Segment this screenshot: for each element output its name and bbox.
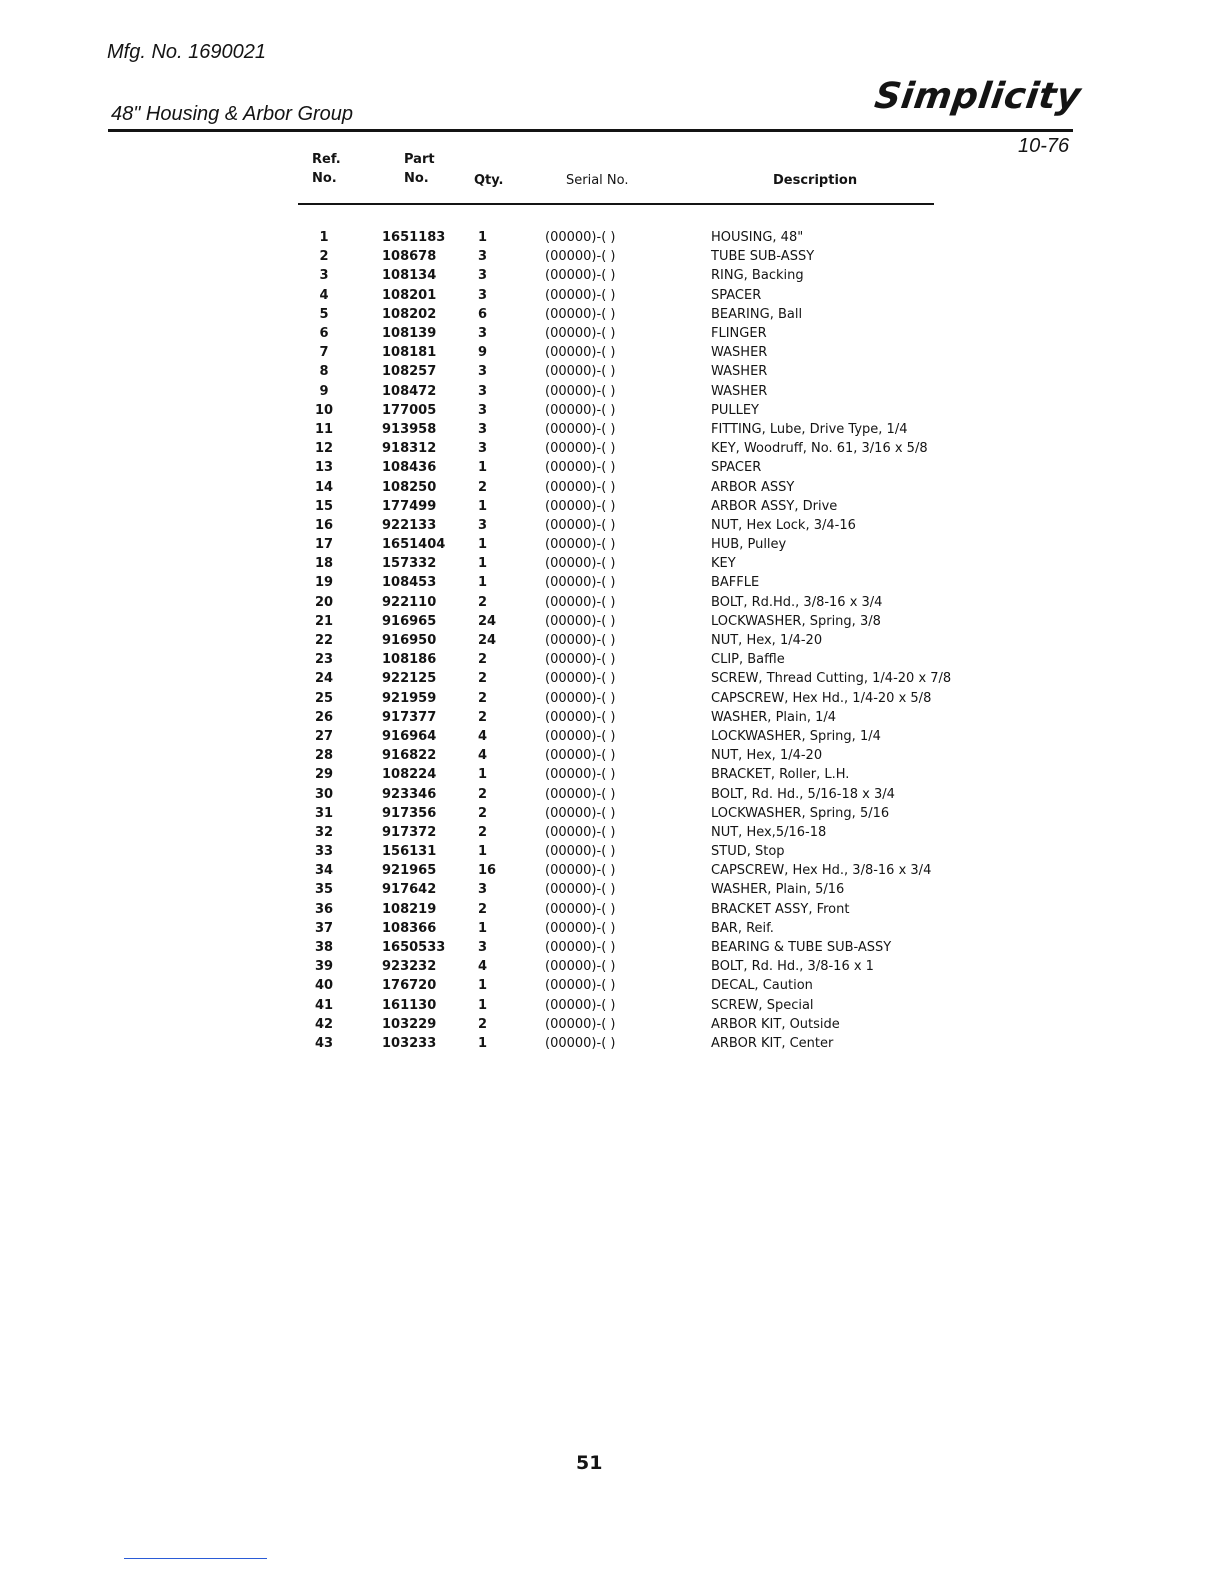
column-header-rule bbox=[298, 203, 934, 205]
table-row bbox=[298, 573, 951, 592]
quantity-cell: 3 bbox=[478, 287, 488, 303]
part-number-cell: 108472 bbox=[382, 383, 437, 399]
serial-cell: (00000)-( ) bbox=[545, 882, 616, 898]
serial-cell: (00000)-( ) bbox=[545, 1035, 616, 1051]
part-number-cell: 1650533 bbox=[382, 940, 446, 956]
part-number-cell: 916950 bbox=[382, 633, 437, 649]
description-cell: WASHER bbox=[711, 364, 768, 380]
description-cell: CAPSCREW, Hex Hd., 3/8-16 x 3/4 bbox=[711, 863, 932, 879]
description-cell: BOLT, Rd. Hd., 3/8-16 x 1 bbox=[711, 959, 874, 975]
quantity-cell: 2 bbox=[478, 479, 488, 495]
ref-cell: 41 bbox=[314, 997, 334, 1013]
ref-cell: 40 bbox=[314, 978, 334, 994]
quantity-cell: 4 bbox=[478, 728, 488, 744]
part-number-cell: 108257 bbox=[382, 364, 437, 380]
quantity-cell: 1 bbox=[478, 230, 488, 246]
col-header-part bbox=[404, 150, 435, 188]
description-cell: KEY bbox=[711, 556, 736, 572]
description-cell: CLIP, Baffle bbox=[711, 652, 785, 668]
section-title: 48" Housing & Arbor Group bbox=[111, 103, 354, 125]
part-number-cell: 108139 bbox=[382, 326, 437, 342]
part-number-cell: 161130 bbox=[382, 997, 437, 1013]
quantity-cell: 16 bbox=[478, 863, 497, 879]
serial-cell: (00000)-( ) bbox=[545, 613, 616, 629]
serial-cell: (00000)-( ) bbox=[545, 364, 616, 380]
serial-cell: (00000)-( ) bbox=[545, 383, 616, 399]
description-cell: NUT, Hex,5/16-18 bbox=[711, 824, 827, 840]
description-cell: WASHER, Plain, 1/4 bbox=[711, 709, 837, 725]
serial-cell: (00000)-( ) bbox=[545, 959, 616, 975]
serial-cell: (00000)-( ) bbox=[545, 863, 616, 879]
table-row bbox=[298, 823, 951, 842]
ref-cell: 20 bbox=[314, 594, 334, 610]
description-cell: ARBOR KIT, Center bbox=[711, 1035, 834, 1051]
table-row bbox=[298, 324, 951, 343]
part-number-cell: 108436 bbox=[382, 460, 437, 476]
table-row bbox=[298, 305, 951, 324]
quantity-cell: 24 bbox=[478, 633, 497, 649]
table-row bbox=[298, 938, 951, 957]
ref-cell: 19 bbox=[314, 575, 334, 591]
parts-table bbox=[298, 228, 951, 1053]
ref-cell: 2 bbox=[319, 249, 329, 265]
quantity-cell: 2 bbox=[478, 709, 488, 725]
table-row bbox=[298, 458, 951, 477]
page-number: 51 bbox=[576, 1452, 603, 1474]
ref-cell: 23 bbox=[314, 652, 334, 668]
ref-cell: 34 bbox=[314, 863, 334, 879]
table-row bbox=[298, 343, 951, 362]
footer-rule bbox=[124, 1558, 267, 1559]
table-row bbox=[298, 880, 951, 899]
part-number-cell: 108181 bbox=[382, 345, 437, 361]
quantity-cell: 2 bbox=[478, 594, 488, 610]
part-number-cell: 918312 bbox=[382, 441, 437, 457]
quantity-cell: 6 bbox=[478, 306, 488, 322]
serial-cell: (00000)-( ) bbox=[545, 844, 616, 860]
description-cell: BRACKET, Roller, L.H. bbox=[711, 767, 850, 783]
col-header-description: Description bbox=[773, 173, 858, 188]
ref-cell: 39 bbox=[314, 959, 334, 975]
part-number-cell: 108224 bbox=[382, 767, 437, 783]
table-row bbox=[298, 861, 951, 880]
revision-date: 10-76 bbox=[1018, 135, 1070, 157]
description-cell: RING, Backing bbox=[711, 268, 804, 284]
description-cell: DECAL, Caution bbox=[711, 978, 813, 994]
table-row bbox=[298, 669, 951, 688]
part-number-cell: 108186 bbox=[382, 652, 437, 668]
serial-cell: (00000)-( ) bbox=[545, 652, 616, 668]
quantity-cell: 1 bbox=[478, 997, 488, 1013]
quantity-cell: 3 bbox=[478, 402, 488, 418]
quantity-cell: 3 bbox=[478, 421, 488, 437]
description-cell: WASHER, Plain, 5/16 bbox=[711, 882, 845, 898]
ref-cell: 9 bbox=[319, 383, 329, 399]
description-cell: NUT, Hex, 1/4-20 bbox=[711, 748, 823, 764]
description-cell: BRACKET ASSY, Front bbox=[711, 901, 850, 917]
description-cell: LOCKWASHER, Spring, 1/4 bbox=[711, 728, 881, 744]
table-row bbox=[298, 804, 951, 823]
ref-cell: 11 bbox=[314, 421, 334, 437]
quantity-cell: 3 bbox=[478, 249, 488, 265]
description-cell: PULLEY bbox=[711, 402, 759, 418]
quantity-cell: 2 bbox=[478, 1016, 488, 1032]
quantity-cell: 2 bbox=[478, 901, 488, 917]
description-cell: SPACER bbox=[711, 287, 762, 303]
description-cell: SCREW, Special bbox=[711, 997, 814, 1013]
part-number-cell: 177005 bbox=[382, 402, 437, 418]
ref-cell: 29 bbox=[314, 767, 334, 783]
part-number-cell: 108366 bbox=[382, 920, 437, 936]
description-cell: NUT, Hex Lock, 3/4-16 bbox=[711, 517, 856, 533]
quantity-cell: 1 bbox=[478, 767, 488, 783]
col-header-qty: Qty. bbox=[474, 173, 504, 188]
serial-cell: (00000)-( ) bbox=[545, 940, 616, 956]
ref-cell: 15 bbox=[314, 498, 334, 514]
description-cell: HUB, Pulley bbox=[711, 537, 787, 553]
table-row bbox=[298, 689, 951, 708]
quantity-cell: 3 bbox=[478, 268, 488, 284]
table-row bbox=[298, 401, 951, 420]
part-number-cell: 917356 bbox=[382, 805, 437, 821]
serial-cell: (00000)-( ) bbox=[545, 556, 616, 572]
ref-cell: 12 bbox=[314, 441, 334, 457]
description-cell: FLINGER bbox=[711, 326, 767, 342]
serial-cell: (00000)-( ) bbox=[545, 268, 616, 284]
quantity-cell: 1 bbox=[478, 460, 488, 476]
table-row bbox=[298, 631, 951, 650]
quantity-cell: 3 bbox=[478, 940, 488, 956]
ref-cell: 4 bbox=[319, 287, 329, 303]
description-cell: HOUSING, 48" bbox=[711, 230, 804, 246]
table-row bbox=[298, 976, 951, 995]
ref-cell: 25 bbox=[314, 690, 334, 706]
serial-cell: (00000)-( ) bbox=[545, 441, 616, 457]
table-row bbox=[298, 727, 951, 746]
description-cell: CAPSCREW, Hex Hd., 1/4-20 x 5/8 bbox=[711, 690, 932, 706]
quantity-cell: 4 bbox=[478, 959, 488, 975]
serial-cell: (00000)-( ) bbox=[545, 997, 616, 1013]
serial-cell: (00000)-( ) bbox=[545, 460, 616, 476]
quantity-cell: 2 bbox=[478, 690, 488, 706]
table-row bbox=[298, 516, 951, 535]
serial-cell: (00000)-( ) bbox=[545, 824, 616, 840]
quantity-cell: 1 bbox=[478, 575, 488, 591]
part-number-cell: 922125 bbox=[382, 671, 437, 687]
col-header-part-line1: Part bbox=[404, 152, 435, 167]
serial-cell: (00000)-( ) bbox=[545, 517, 616, 533]
serial-cell: (00000)-( ) bbox=[545, 249, 616, 265]
table-row bbox=[298, 784, 951, 803]
ref-cell: 16 bbox=[314, 517, 334, 533]
quantity-cell: 24 bbox=[478, 613, 497, 629]
description-cell: WASHER bbox=[711, 345, 768, 361]
table-row bbox=[298, 228, 951, 247]
part-number-cell: 108134 bbox=[382, 268, 437, 284]
part-number-cell: 108202 bbox=[382, 306, 437, 322]
part-number-cell: 176720 bbox=[382, 978, 437, 994]
ref-cell: 1 bbox=[319, 230, 329, 246]
table-row bbox=[298, 593, 951, 612]
table-row bbox=[298, 612, 951, 631]
description-cell: KEY, Woodruff, No. 61, 3/16 x 5/8 bbox=[711, 441, 928, 457]
part-number-cell: 917372 bbox=[382, 824, 437, 840]
description-cell: LOCKWASHER, Spring, 3/8 bbox=[711, 613, 881, 629]
col-header-ref bbox=[312, 150, 341, 188]
part-number-cell: 1651404 bbox=[382, 537, 446, 553]
ref-cell: 3 bbox=[319, 268, 329, 284]
quantity-cell: 1 bbox=[478, 498, 488, 514]
serial-cell: (00000)-( ) bbox=[545, 287, 616, 303]
table-row bbox=[298, 382, 951, 401]
table-row bbox=[298, 420, 951, 439]
part-number-cell: 157332 bbox=[382, 556, 437, 572]
description-cell: BOLT, Rd. Hd., 5/16-18 x 3/4 bbox=[711, 786, 895, 802]
serial-cell: (00000)-( ) bbox=[545, 920, 616, 936]
quantity-cell: 3 bbox=[478, 441, 488, 457]
table-row bbox=[298, 1034, 951, 1053]
part-number-cell: 916822 bbox=[382, 748, 437, 764]
serial-cell: (00000)-( ) bbox=[545, 767, 616, 783]
serial-cell: (00000)-( ) bbox=[545, 421, 616, 437]
table-row bbox=[298, 286, 951, 305]
ref-cell: 18 bbox=[314, 556, 334, 572]
quantity-cell: 3 bbox=[478, 882, 488, 898]
table-row bbox=[298, 1015, 951, 1034]
quantity-cell: 1 bbox=[478, 978, 488, 994]
ref-cell: 10 bbox=[314, 402, 334, 418]
description-cell: ARBOR ASSY, Drive bbox=[711, 498, 838, 514]
table-row bbox=[298, 919, 951, 938]
part-number-cell: 108250 bbox=[382, 479, 437, 495]
table-row bbox=[298, 900, 951, 919]
serial-cell: (00000)-( ) bbox=[545, 345, 616, 361]
ref-cell: 28 bbox=[314, 748, 334, 764]
part-number-cell: 921965 bbox=[382, 863, 437, 879]
table-row bbox=[298, 477, 951, 496]
serial-cell: (00000)-( ) bbox=[545, 306, 616, 322]
table-row bbox=[298, 708, 951, 727]
part-number-cell: 913958 bbox=[382, 421, 437, 437]
serial-cell: (00000)-( ) bbox=[545, 594, 616, 610]
part-number-cell: 103233 bbox=[382, 1035, 437, 1051]
ref-cell: 36 bbox=[314, 901, 334, 917]
table-row bbox=[298, 842, 951, 861]
header-rule bbox=[108, 129, 1073, 132]
table-row bbox=[298, 554, 951, 573]
description-cell: WASHER bbox=[711, 383, 768, 399]
serial-cell: (00000)-( ) bbox=[545, 575, 616, 591]
description-cell: ARBOR KIT, Outside bbox=[711, 1016, 840, 1032]
quantity-cell: 1 bbox=[478, 537, 488, 553]
part-number-cell: 108453 bbox=[382, 575, 437, 591]
ref-cell: 42 bbox=[314, 1016, 334, 1032]
quantity-cell: 1 bbox=[478, 920, 488, 936]
serial-cell: (00000)-( ) bbox=[545, 537, 616, 553]
quantity-cell: 1 bbox=[478, 844, 488, 860]
serial-cell: (00000)-( ) bbox=[545, 1016, 616, 1032]
table-row bbox=[298, 765, 951, 784]
table-row bbox=[298, 439, 951, 458]
table-row bbox=[298, 247, 951, 266]
serial-cell: (00000)-( ) bbox=[545, 786, 616, 802]
description-cell: SCREW, Thread Cutting, 1/4-20 x 7/8 bbox=[711, 671, 952, 687]
serial-cell: (00000)-( ) bbox=[545, 709, 616, 725]
ref-cell: 21 bbox=[314, 613, 334, 629]
serial-cell: (00000)-( ) bbox=[545, 498, 616, 514]
serial-cell: (00000)-( ) bbox=[545, 805, 616, 821]
part-number-cell: 177499 bbox=[382, 498, 437, 514]
description-cell: SPACER bbox=[711, 460, 762, 476]
serial-cell: (00000)-( ) bbox=[545, 671, 616, 687]
ref-cell: 30 bbox=[314, 786, 334, 802]
serial-cell: (00000)-( ) bbox=[545, 479, 616, 495]
quantity-cell: 9 bbox=[478, 345, 488, 361]
quantity-cell: 3 bbox=[478, 326, 488, 342]
table-row bbox=[298, 266, 951, 285]
ref-cell: 38 bbox=[314, 940, 334, 956]
ref-cell: 35 bbox=[314, 882, 334, 898]
ref-cell: 13 bbox=[314, 460, 334, 476]
description-cell: ARBOR ASSY bbox=[711, 479, 795, 495]
quantity-cell: 1 bbox=[478, 556, 488, 572]
table-row bbox=[298, 996, 951, 1015]
table-row bbox=[298, 497, 951, 516]
description-cell: NUT, Hex, 1/4-20 bbox=[711, 633, 823, 649]
part-number-cell: 108201 bbox=[382, 287, 437, 303]
quantity-cell: 2 bbox=[478, 652, 488, 668]
ref-cell: 24 bbox=[314, 671, 334, 687]
ref-cell: 14 bbox=[314, 479, 334, 495]
description-cell: BAR, Reif. bbox=[711, 920, 774, 936]
description-cell: BAFFLE bbox=[711, 575, 760, 591]
part-number-cell: 108678 bbox=[382, 249, 437, 265]
part-number-cell: 922133 bbox=[382, 517, 437, 533]
quantity-cell: 2 bbox=[478, 824, 488, 840]
quantity-cell: 4 bbox=[478, 748, 488, 764]
col-header-ref-line2: No. bbox=[312, 171, 337, 186]
part-number-cell: 103229 bbox=[382, 1016, 437, 1032]
ref-cell: 7 bbox=[319, 345, 329, 361]
col-header-serial: Serial No. bbox=[566, 173, 629, 188]
mfg-number: Mfg. No. 1690021 bbox=[107, 41, 266, 63]
part-number-cell: 921959 bbox=[382, 690, 437, 706]
ref-cell: 32 bbox=[314, 824, 334, 840]
serial-cell: (00000)-( ) bbox=[545, 748, 616, 764]
description-cell: BEARING & TUBE SUB-ASSY bbox=[711, 940, 892, 956]
brand-logo: Simplicity bbox=[872, 76, 1084, 117]
serial-cell: (00000)-( ) bbox=[545, 402, 616, 418]
part-number-cell: 916965 bbox=[382, 613, 437, 629]
serial-cell: (00000)-( ) bbox=[545, 633, 616, 649]
parts-table-body bbox=[298, 228, 951, 1053]
part-number-cell: 916964 bbox=[382, 728, 437, 744]
quantity-cell: 3 bbox=[478, 517, 488, 533]
ref-cell: 5 bbox=[319, 306, 329, 322]
ref-cell: 37 bbox=[314, 920, 334, 936]
ref-cell: 8 bbox=[319, 364, 329, 380]
description-cell: LOCKWASHER, Spring, 5/16 bbox=[711, 805, 890, 821]
ref-cell: 17 bbox=[314, 537, 334, 553]
serial-cell: (00000)-( ) bbox=[545, 728, 616, 744]
quantity-cell: 2 bbox=[478, 786, 488, 802]
quantity-cell: 3 bbox=[478, 364, 488, 380]
description-cell: BEARING, Ball bbox=[711, 306, 803, 322]
description-cell: FITTING, Lube, Drive Type, 1/4 bbox=[711, 421, 908, 437]
ref-cell: 33 bbox=[314, 844, 334, 860]
col-header-ref-line1: Ref. bbox=[312, 152, 341, 167]
ref-cell: 26 bbox=[314, 709, 334, 725]
part-number-cell: 156131 bbox=[382, 844, 437, 860]
col-header-part-line2: No. bbox=[404, 171, 429, 186]
quantity-cell: 2 bbox=[478, 805, 488, 821]
quantity-cell: 2 bbox=[478, 671, 488, 687]
table-row bbox=[298, 362, 951, 381]
serial-cell: (00000)-( ) bbox=[545, 690, 616, 706]
serial-cell: (00000)-( ) bbox=[545, 978, 616, 994]
serial-cell: (00000)-( ) bbox=[545, 901, 616, 917]
part-number-cell: 1651183 bbox=[382, 230, 446, 246]
table-row bbox=[298, 535, 951, 554]
ref-cell: 27 bbox=[314, 728, 334, 744]
part-number-cell: 917377 bbox=[382, 709, 437, 725]
table-row bbox=[298, 746, 951, 765]
description-cell: STUD, Stop bbox=[711, 844, 785, 860]
description-cell: TUBE SUB-ASSY bbox=[711, 249, 815, 265]
part-number-cell: 108219 bbox=[382, 901, 437, 917]
serial-cell: (00000)-( ) bbox=[545, 326, 616, 342]
quantity-cell: 3 bbox=[478, 383, 488, 399]
quantity-cell: 1 bbox=[478, 1035, 488, 1051]
ref-cell: 43 bbox=[314, 1035, 334, 1051]
ref-cell: 31 bbox=[314, 805, 334, 821]
table-row bbox=[298, 957, 951, 976]
part-number-cell: 923232 bbox=[382, 959, 437, 975]
table-row bbox=[298, 650, 951, 669]
ref-cell: 6 bbox=[319, 326, 329, 342]
serial-cell: (00000)-( ) bbox=[545, 230, 616, 246]
description-cell: BOLT, Rd.Hd., 3/8-16 x 3/4 bbox=[711, 594, 883, 610]
part-number-cell: 917642 bbox=[382, 882, 437, 898]
part-number-cell: 922110 bbox=[382, 594, 437, 610]
ref-cell: 22 bbox=[314, 633, 334, 649]
part-number-cell: 923346 bbox=[382, 786, 437, 802]
